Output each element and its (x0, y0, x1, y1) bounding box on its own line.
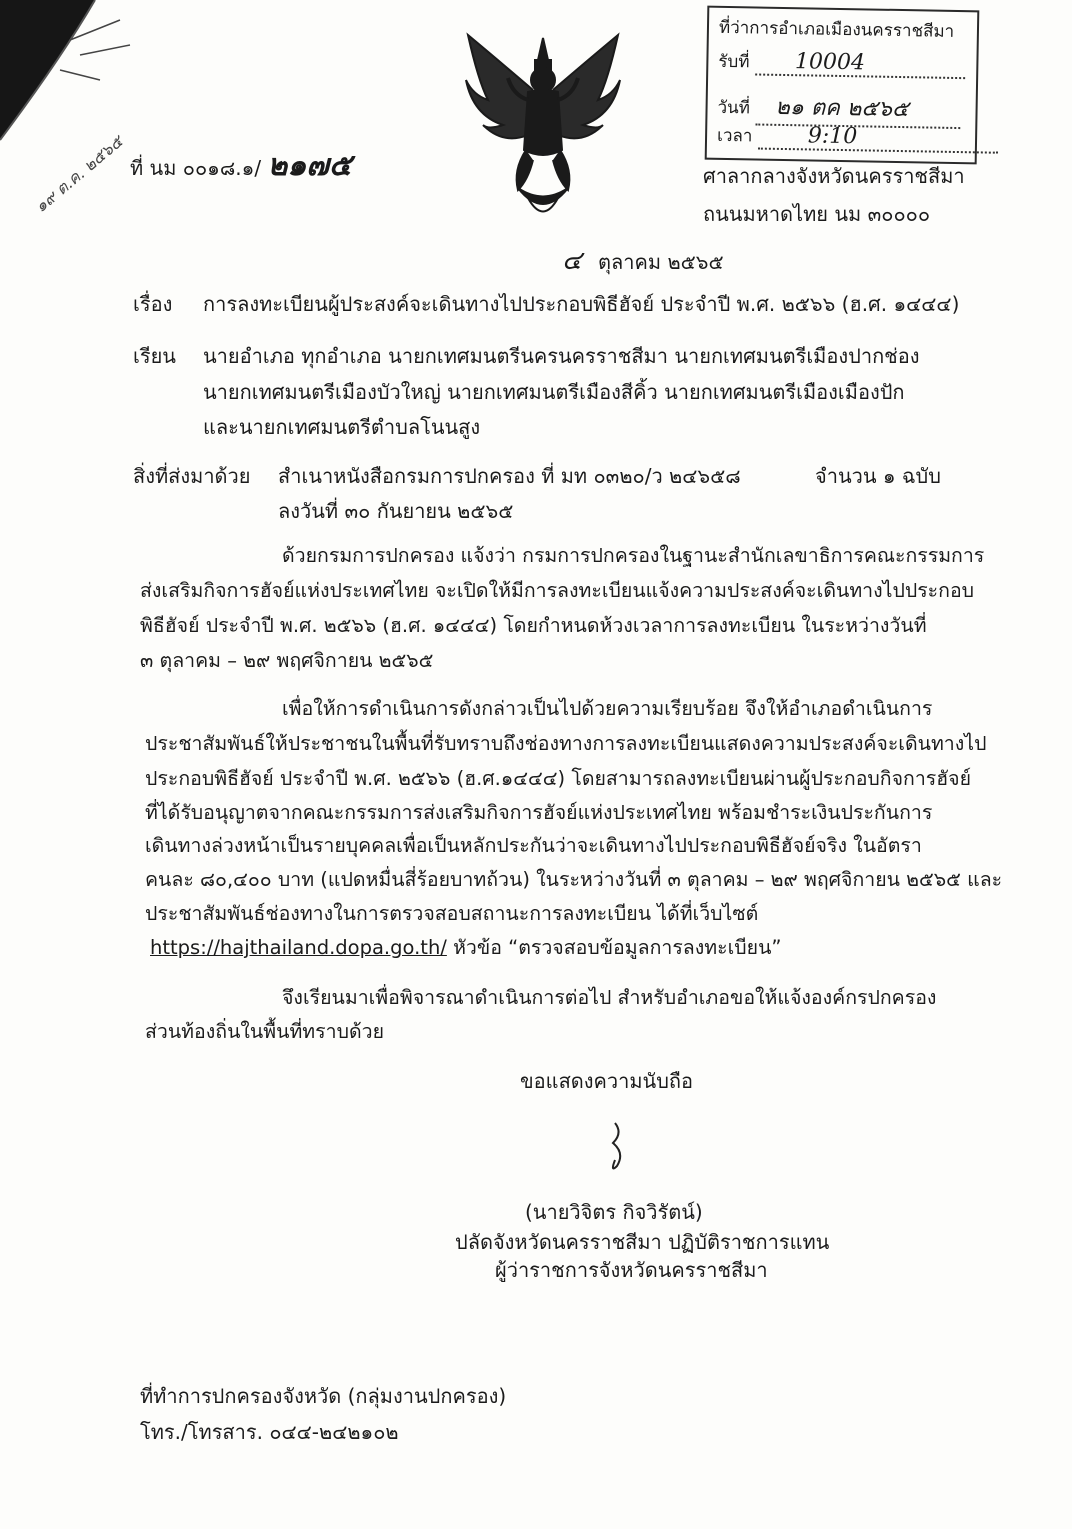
sender-address-line2: ถนนมหาดไทย นม ๓๐๐๐๐ (703, 202, 931, 226)
closing-text: ขอแสดงความนับถือ (520, 1069, 694, 1093)
para2-line-8 (150, 932, 782, 963)
receipt-stamp (705, 6, 980, 165)
date-month-year: ตุลาคม ๒๕๖๕ (598, 250, 724, 274)
to-label: เรียน (133, 344, 176, 368)
para2-line-2: ประชาสัมพันธ์ให้ประชาชนในพื้นที่รับทราบถึงช่องทางการลงทะเบียนแสดงความประสงค์จะเดินทางไป (145, 732, 987, 755)
page-corner-shadow (0, 0, 150, 160)
sender-address-line1: ศาลากลางจังหวัดนครราชสีมา (703, 164, 965, 188)
stamp-number-value: 10004 (755, 48, 965, 79)
para3-line-2: ส่วนท้องถิ่นในพื้นที่ทราบด้วย (145, 1020, 384, 1043)
stamp-date-value: ๒๑ ตค ๒๕๖๕ (755, 88, 961, 129)
signatory-position-1: ปลัดจังหวัดนครราชสีมา ปฏิบัติราชการแทน (455, 1230, 830, 1254)
enclosure-line-2: ลงวันที่ ๓๐ กันยายน ๒๕๖๕ (278, 499, 514, 523)
para1-line-1: ด้วยกรมการปกครอง แจ้งว่า กรมการปกครองในฐานะสำนักเลขาธิการคณะกรรมการ (282, 544, 985, 567)
signatory-position-2: ผู้ว่าราชการจังหวัดนครราชสีมา (495, 1258, 768, 1282)
stamp-time-label: เวลา (716, 125, 753, 147)
document-number-handwritten: ๒๑๗๕ (267, 148, 352, 183)
to-line-1: นายอำเภอ ทุกอำเภอ นายกเทศมนตรีนครนครราชสีมา นายกเทศมนตรีเมืองปากช่อง (203, 344, 920, 368)
para3-line-1: จึงเรียนมาเพื่อพิจารณาดำเนินการต่อไป สำหรับอำเภอขอให้แจ้งองค์กรปกครอง (282, 986, 937, 1009)
para1-line-2: ส่งเสริมกิจการฮัจย์แห่งประเทศไทย จะเปิดให้มีการลงทะเบียนแจ้งความประสงค์จะเดินทางไปประกอบ (140, 579, 975, 602)
footer-office: ที่ทำการปกครองจังหวัด (กลุ่มงานปกครอง) (140, 1384, 507, 1408)
side-handwritten-note: ๑๙ ต.ค. ๒๕๖๕ (31, 131, 127, 217)
link-suffix: หัวข้อ “ตรวจสอบข้อมูลการลงทะเบียน” (446, 936, 782, 959)
signature-mark (595, 1118, 635, 1178)
subject-label: เรื่อง (133, 292, 173, 316)
subject-text: การลงทะเบียนผู้ประสงค์จะเดินทางไปประกอบพิธีฮัจย์ ประจำปี พ.ศ. ๒๕๖๖ (ฮ.ศ. ๑๔๔๔) (203, 292, 960, 316)
para1-line-3: พิธีฮัจย์ ประจำปี พ.ศ. ๒๕๖๖ (ฮ.ศ. ๑๔๔๔) โดยกำหนดห้วงเวลาการลงทะเบียน ในระหว่างวันที่ (140, 614, 927, 637)
document-number (130, 142, 352, 189)
footer-phone: โทร./โทรสาร. ๐๔๔-๒๔๒๑๐๒ (140, 1420, 399, 1444)
para2-line-1: เพื่อให้การดำเนินการดังกล่าวเป็นไปด้วยความเรียบร้อย จึงให้อำเภอดำเนินการ (282, 697, 933, 720)
enclosure-label: สิ่งที่ส่งมาด้วย (133, 464, 251, 488)
stamp-time-value: 9:10 (758, 123, 998, 154)
signatory-name: (นายวิจิตร กิจวิรัตน์) (525, 1200, 703, 1224)
para1-line-4: ๓ ตุลาคม – ๒๙ พฤศจิกายน ๒๕๖๕ (140, 649, 434, 672)
stamp-number-row (718, 48, 965, 79)
date-day: ๔ (562, 246, 582, 276)
para2-line-6: คนละ ๘๐,๔๐๐ บาท (แปดหมื่นสี่ร้อยบาทถ้วน) ในระหว่างวันที่ ๓ ตุลาคม – ๒๙ พฤศจิกายน ๒๕๖๕ และ (145, 868, 1003, 891)
stamp-office: ที่ว่าการอำเภอเมืองนครราชสีมา (718, 17, 955, 42)
enclosure-line-1: สำเนาหนังสือกรมการปกครอง ที่ มท ๐๓๒๐/ว ๒๔๖๕๘ (278, 464, 741, 488)
para2-line-4: ที่ได้รับอนุญาตจากคณะกรรมการส่งเสริมกิจการฮัจย์แห่งประเทศไทย พร้อมชำระเงินประกันการ (145, 801, 933, 824)
enclosure-count: จำนวน ๑ ฉบับ (815, 464, 941, 488)
stamp-number-label: รับที่ (718, 51, 750, 73)
para2-line-7: ประชาสัมพันธ์ช่องทางในการตรวจสอบสถานะการลงทะเบียน ได้ที่เว็บไซต์ (145, 902, 759, 925)
stamp-date-label: วันที่ (717, 97, 751, 119)
to-line-3: และนายกเทศมนตรีตำบลโนนสูง (203, 415, 481, 439)
document-date (562, 240, 724, 281)
to-line-2: นายกเทศมนตรีเมืองบัวใหญ่ นายกเทศมนตรีเมืองสีคิ้ว นายกเทศมนตรีเมืองเมืองปัก (203, 380, 905, 404)
hajj-website-link[interactable]: https://hajthailand.dopa.go.th/ (150, 936, 447, 959)
document-number-prefix: ที่ นม ๐๐๑๘.๑/ (130, 156, 262, 180)
garuda-emblem-icon (458, 20, 628, 230)
para2-line-3: ประกอบพิธีฮัจย์ ประจำปี พ.ศ. ๒๕๖๖ (ฮ.ศ.๑๔๔๔) โดยสามารถลงทะเบียนผ่านผู้ประกอบกิจการฮัจย์ (145, 767, 972, 790)
para2-line-5: เดินทางล่วงหน้าเป็นรายบุคคลเพื่อเป็นหลักประกันว่าจะเดินทางไปประกอบพิธีฮัจย์จริง ในอัตรา (145, 834, 922, 857)
stamp-time-row (717, 122, 998, 154)
